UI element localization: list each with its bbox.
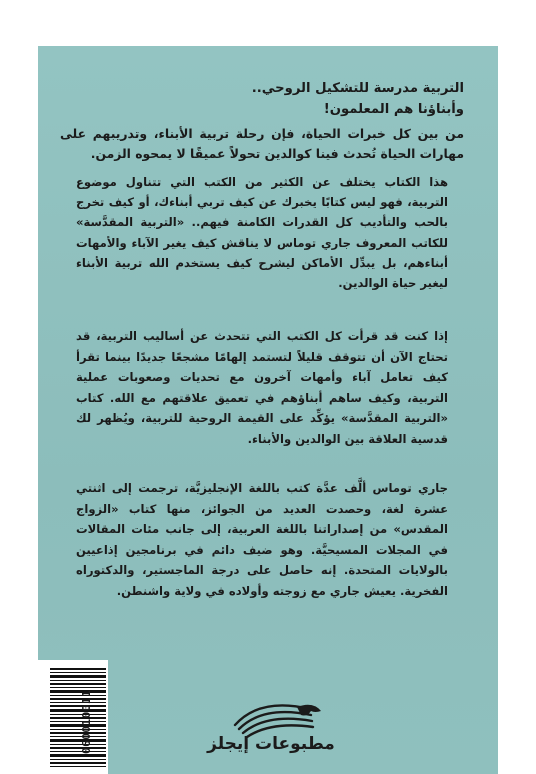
lead-paragraph: من بين كل خبرات الحياة، فإن رحلة تربية الأبناء، وتدريبهم على مهارات الحياة تُحدث فينا كوالدين تحولاً عميقًا لا يمحوه الزمن.	[60, 126, 464, 161]
intro-heading	[60, 78, 464, 120]
description-paragraph-1: هذا الكتاب يختلف عن الكثير من الكتب التي تتناول موضوع التربية، فهو ليس كتابًا يخبرك عن كيف تربي أبناءك، أو كيف تخرج بالحب والتأديب كل القدرات الكامنة فيهم.. «التربية المقدَّسة» للكاتب المعروف جاري توماس لا يناقش كيف يغير الآباء والأمهات أبناءهم، بل يبدِّل الأماكن ليشرح كيف يستخدم الله تربية الأبناء ليغير حياة الوالدين.	[76, 175, 448, 291]
intro-line-2: وأبناؤنا هم المعلمون!	[323, 102, 464, 117]
barcode	[38, 660, 108, 774]
intro-line-1: التربية مدرسة للتشكيل الروحي..	[251, 81, 464, 96]
author-bio-paragraph: جاري توماس ألَّف عدَّة كتب باللغة الإنجليزيَّة، ترجمت إلى اثنتي عشرة لغة، وحصدت العديد من الجوائز، منها كتاب «الزواج المقدس» من إصداراتنا باللغة العربية، إلى جانب مئات المقالات في المجلات المسيحيَّة. وهو ضيف دائم في برنامجين إذاعيين بالولايات المتحدة. إنه حاصل على درجة الماجستير، والدكتوراه الفخرية. يعيش جاري مع زوجته وأولاده في ولاية واشنطن.	[76, 481, 448, 598]
barcode-number: 060010011	[80, 689, 93, 754]
eagle-logo-icon	[215, 695, 335, 765]
description-paragraph-2: إذا كنت قد قرأت كل الكتب التي تتحدث عن أساليب التربية، قد تحتاج الآن أن تتوقف قليلاً لتستمد إلهامًا مشجعًا جديدًا بينما تقرأ كيف تعامل آباء وأمهات آخرون مع تحديات وصعوبات عملية التربية، وكيف ساهم أبناؤهم في تعميق علاقتهم مع الله. كتاب «التربية المقدَّسة» يؤكِّد على القيمة الروحية للتربية، ويُظهر لك قدسية العلاقة بين الوالدين والأبناء.	[76, 329, 448, 446]
barcode-bars	[38, 660, 108, 774]
publisher-name: مطبوعات إيجلز	[207, 734, 335, 754]
